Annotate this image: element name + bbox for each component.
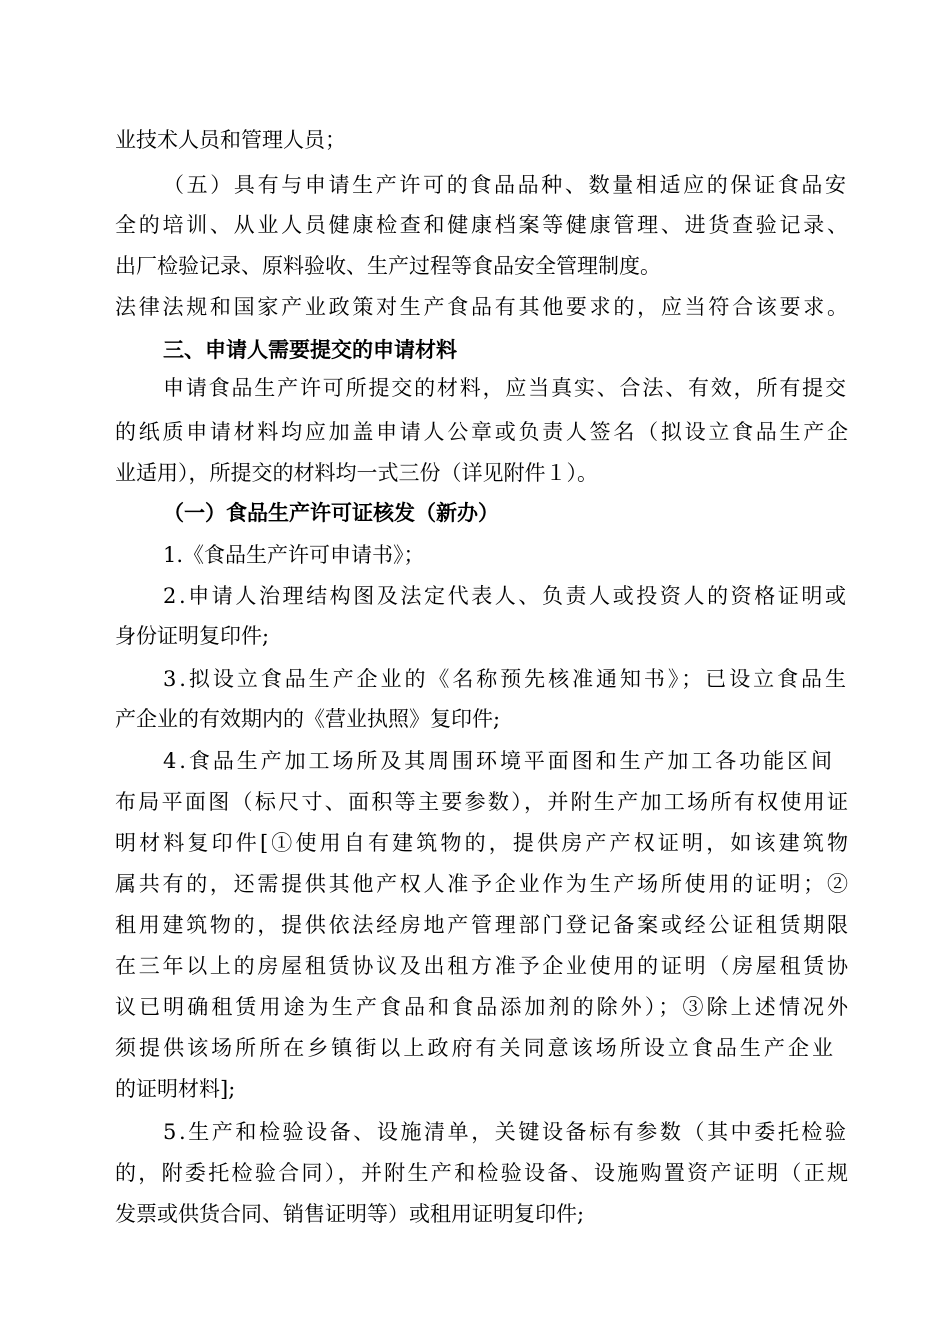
- text-line-25: [0, 1112, 950, 1152]
- text-line-16-content: 4.食品生产加工场所及其周围环境平面图和生产加工各功能区间: [163, 749, 835, 773]
- text-line-15-content: 产企业的有效期内的《营业执照》复印件;: [115, 707, 501, 731]
- text-line-1-content: 业技术人员和管理人员；: [115, 128, 346, 152]
- text-line-13-content: 身份证明复印件;: [115, 624, 270, 648]
- text-line-5: [0, 287, 950, 327]
- text-line-20-content: 租用建筑物的，提供依法经房地产管理部门登记备案或经公证租赁期限: [115, 913, 851, 937]
- text-line-13: [0, 616, 950, 656]
- subsection-heading-1: [0, 493, 950, 533]
- text-line-2-content: （五）具有与申请生产许可的食品品种、数量相适应的保证食品安: [163, 173, 849, 197]
- text-line-21-content: 在三年以上的房屋租赁协议及出租方准予企业使用的证明（房屋租赁协: [115, 954, 851, 978]
- text-line-22-content: 议已明确租赁用途为生产食品和食品添加剂的除外）；③除上述情况外: [115, 995, 852, 1019]
- text-line-1: [0, 120, 950, 160]
- text-line-7: [0, 368, 950, 408]
- text-line-23: [0, 1028, 950, 1068]
- text-line-14: [0, 659, 950, 699]
- text-line-17-content: 布局平面图（标尺寸、面积等主要参数），并附生产加工场所有权使用证: [115, 790, 851, 814]
- text-line-27: [0, 1194, 950, 1234]
- section-heading-3-content: 三、申请人需要提交的申请材料: [163, 338, 457, 362]
- text-line-7-content: 申请食品生产许可所提交的材料，应当真实、合法、有效，所有提交: [163, 376, 848, 400]
- text-line-18-content: 明材料复印件[①使用自有建筑物的，提供房产产权证明，如该建筑物: [115, 831, 852, 855]
- text-line-24: [0, 1069, 950, 1109]
- text-line-26: [0, 1153, 950, 1193]
- text-line-5-content: 法律法规和国家产业政策对生产食品有其他要求的，应当符合该要求。: [115, 295, 851, 319]
- text-line-11-content: 1.《食品生产许可申请书》；: [163, 543, 425, 567]
- text-line-11: [0, 535, 950, 575]
- text-line-16: [0, 741, 950, 781]
- text-line-3: [0, 205, 950, 245]
- text-line-26-content: 的，附委托检验合同），并附生产和检验设备、设施购置资产证明（正规: [115, 1161, 851, 1185]
- text-line-12: [0, 576, 950, 616]
- text-line-27-content: 发票或供货合同、销售证明等）或租用证明复印件;: [115, 1202, 585, 1226]
- text-line-8: [0, 412, 950, 452]
- text-line-2: [0, 165, 950, 205]
- text-line-4-content: 出厂检验记录、原料验收、生产过程等食品安全管理制度。: [115, 254, 661, 278]
- text-line-21: [0, 946, 950, 986]
- text-line-3-content: 全的培训、从业人员健康检查和健康档案等健康管理、进货查验记录、: [115, 213, 851, 237]
- text-line-14-content: 3.拟设立食品生产企业的《名称预先核准通知书》；已设立食品生: [163, 667, 849, 691]
- text-line-17: [0, 782, 950, 822]
- text-line-20: [0, 905, 950, 945]
- text-line-12-content: 2.申请人治理结构图及法定代表人、负责人或投资人的资格证明或: [163, 584, 849, 608]
- text-line-19: [0, 864, 950, 904]
- text-line-9: [0, 453, 950, 493]
- text-line-15: [0, 699, 950, 739]
- text-line-8-content: 的纸质申请材料均应加盖申请人公章或负责人签名（拟设立食品生产企: [115, 420, 851, 444]
- text-line-23-content: 须提供该场所所在乡镇街以上政府有关同意该场所设立食品生产企业: [115, 1036, 837, 1060]
- text-line-9-content: 业适用），所提交的材料均一式三份（详见附件１）。: [115, 461, 598, 485]
- text-line-19-content: 属共有的，还需提供其他产权人准予企业作为生产场所使用的证明；②: [115, 872, 851, 896]
- text-line-4: [0, 246, 950, 286]
- text-line-22: [0, 987, 950, 1027]
- text-line-24-content: 的证明材料];: [115, 1077, 236, 1101]
- subsection-heading-1-content: （一）食品生产许可证核发（新办）: [163, 501, 499, 525]
- text-line-25-content: 5.生产和检验设备、设施清单，关键设备标有参数（其中委托检验: [163, 1120, 849, 1144]
- section-heading-3: [0, 330, 950, 370]
- text-line-18: [0, 823, 950, 863]
